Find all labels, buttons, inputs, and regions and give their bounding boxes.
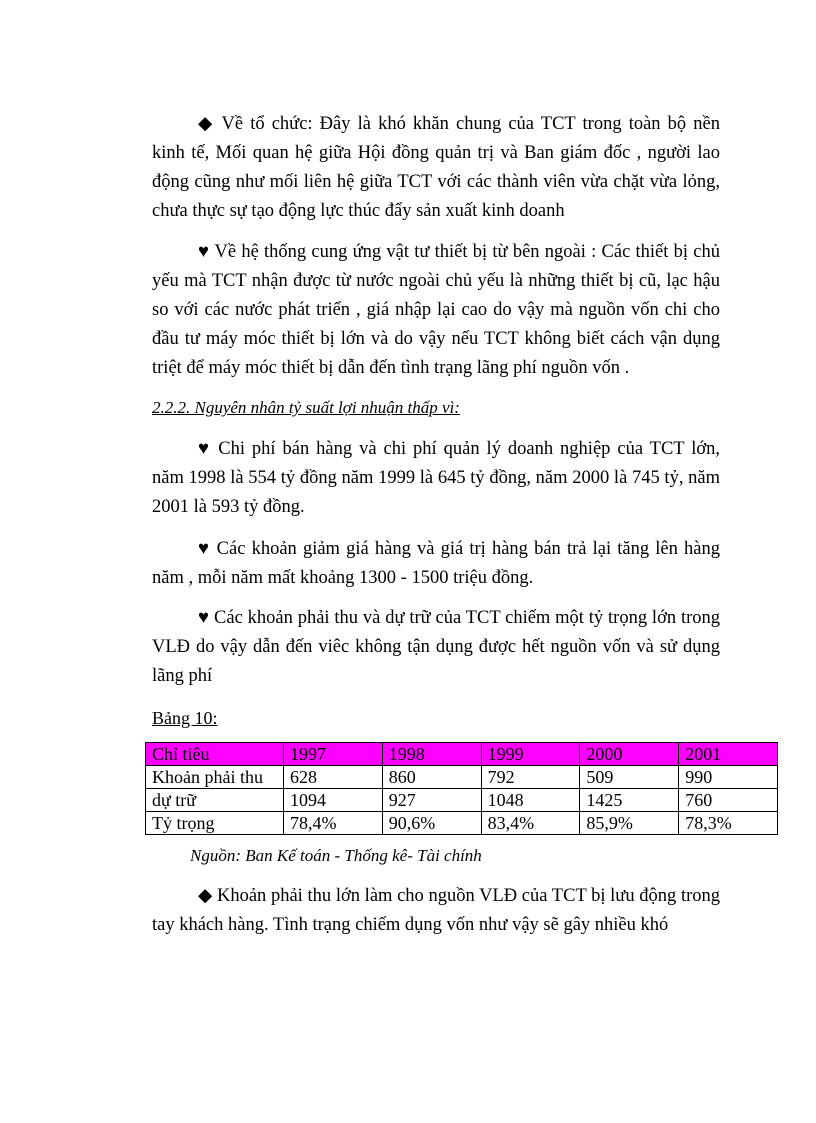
table-cell: 78,3% — [679, 812, 778, 835]
table-cell: 85,9% — [580, 812, 679, 835]
table-cell: 509 — [580, 766, 679, 789]
table-cell: 1094 — [284, 789, 383, 812]
paragraph-price-reductions: ♥ Các khoản giảm giá hàng và giá trị hàng bán trả lại tăng lên hàng năm , mỗi năm mất khoảng 1300 - 1500 triệu đồng. — [152, 539, 720, 588]
table-cell: 1425 — [580, 789, 679, 812]
section-heading: 2.2.2. Nguyên nhân tỷ suất lợi nhuận thấp vì: — [152, 398, 460, 417]
data-table — [145, 742, 778, 835]
table-cell: 990 — [679, 766, 778, 789]
paragraph-sales-costs: ♥ Chi phí bán hàng và chi phí quản lý doanh nghiệp của TCT lớn, năm 1998 là 554 tỷ đồng năm 1999 là 645 tỷ đồng, năm 2000 là 745 tỷ, năm 2001 là 593 tỷ đồng. — [152, 439, 720, 517]
table-cell: 1048 — [481, 789, 580, 812]
table-header-cell: 2000 — [580, 743, 679, 766]
table-cell: 83,4% — [481, 812, 580, 835]
paragraph-receivables: ♥ Các khoản phải thu và dự trữ của TCT chiếm một tỷ trọng lớn trong VLĐ do vậy dẫn đến viêc không tận dụng được hết nguồn vốn và sử dụng lãng phí — [152, 608, 720, 686]
table-cell: 90,6% — [382, 812, 481, 835]
table-header-cell: 2001 — [679, 743, 778, 766]
table-cell: 927 — [382, 789, 481, 812]
table-cell: dự trữ — [146, 789, 284, 812]
table-cell: Tỷ trọng — [146, 812, 284, 835]
table-row — [146, 766, 778, 789]
table-header-cell: 1998 — [382, 743, 481, 766]
table-row — [146, 789, 778, 812]
table-cell: Khoản phải thu — [146, 766, 284, 789]
table-cell: 78,4% — [284, 812, 383, 835]
paragraph-receivables-effect: ◆ Khoản phải thu lớn làm cho nguồn VLĐ của TCT bị lưu động trong tay khách hàng. Tình trạng chiếm dụng vốn như vậy sẽ gây nhiều khó — [152, 886, 720, 935]
table-label: Bảng 10: — [152, 708, 218, 728]
table-header-row — [146, 743, 778, 766]
table-source: Nguồn: Ban Kế toán - Thống kê- Tài chính — [190, 846, 482, 865]
table-row — [146, 812, 778, 835]
paragraph-supply-system: ♥ Về hệ thống cung ứng vật tư thiết bị từ bên ngoài : Các thiết bị chủ yếu mà TCT nhận được từ nước ngoài chủ yếu là những thiết bị cũ, lạc hậu so với các nước phát triển , giá nhập lại cao do vậy mà nguồn vốn chi cho đầu tư máy móc thiết bị lớn và do vậy nếu TCT không biết cách vận dụng triệt để máy móc thiết bị dẫn đến tình trạng lãng phí nguồn vốn . — [152, 242, 720, 378]
table-cell: 860 — [382, 766, 481, 789]
table-header-cell: 1997 — [284, 743, 383, 766]
table-cell: 760 — [679, 789, 778, 812]
table-header-cell: Chỉ tiêu — [146, 743, 284, 766]
table-cell: 628 — [284, 766, 383, 789]
table-header-cell: 1999 — [481, 743, 580, 766]
paragraph-organization: ◆ Về tổ chức: Đây là khó khăn chung của TCT trong toàn bộ nền kinh tế, Mối quan hệ giữa Hội đồng quản trị và Ban giám đốc , người lao động cũng như mối liên hệ giữa TCT với các thành viên vừa chặt vừa lỏng, chưa thực sự tạo động lực thúc đẩy sản xuất kinh doanh — [152, 114, 720, 221]
table-cell: 792 — [481, 766, 580, 789]
